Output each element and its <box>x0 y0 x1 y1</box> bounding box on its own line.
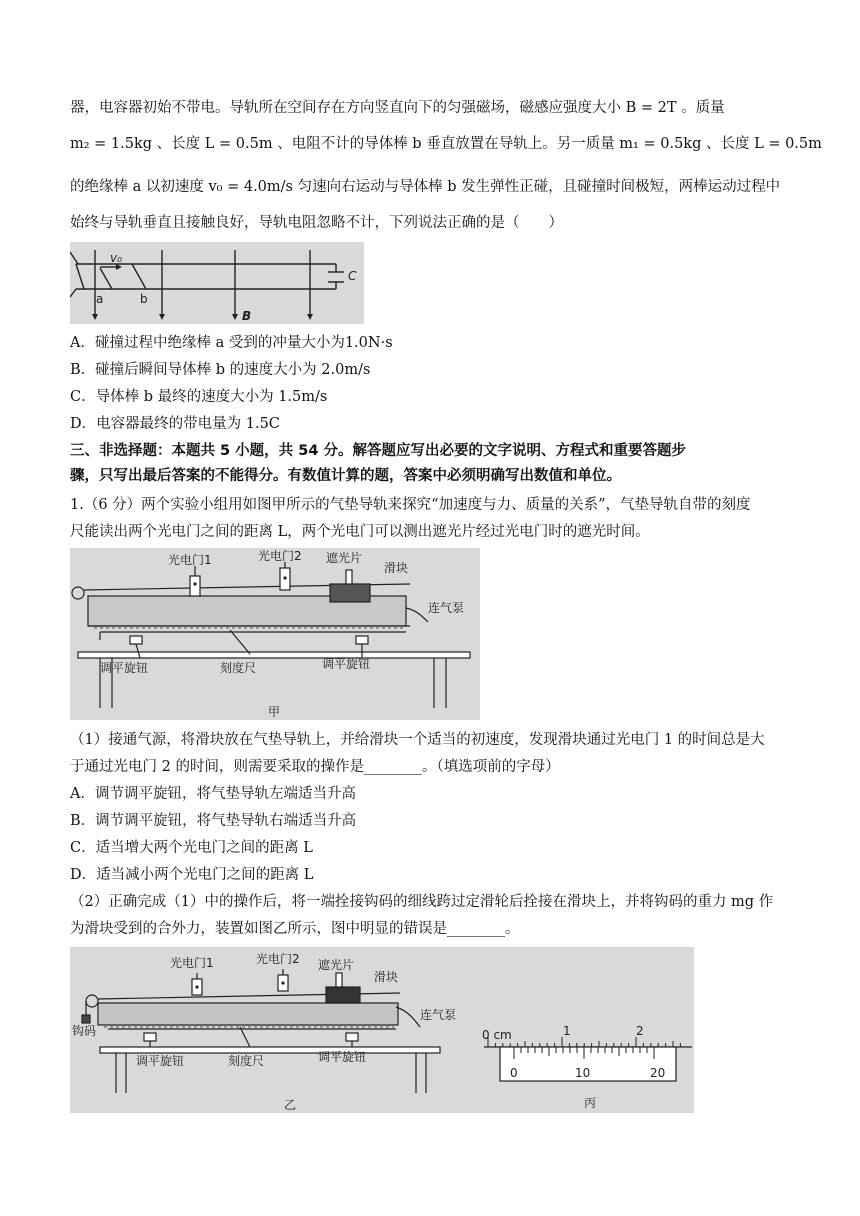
question-text-line: 器，电容器初始不带电。导轨所在空间存在方向竖直向下的匀强磁场，磁感应强度大小 B = 2T 。质量 <box>70 100 725 116</box>
scale-label: 刻度尺 <box>220 661 257 675</box>
knob-left-label: 调平旋钮 <box>136 1054 185 1068</box>
knob-left-label: 调平旋钮 <box>100 661 149 675</box>
option-b: B．碰撞后瞬间导体棒 b 的速度大小为 2.0m/s <box>70 362 371 378</box>
shade-label: 遮光片 <box>318 958 355 972</box>
section-heading: 骤，只写出最后答案的不能得分。有数值计算的题，答案中必须明确写出数值和单位。 <box>70 468 621 484</box>
vernier-caliper <box>482 1024 692 1110</box>
question-text-line: 始终与导轨垂直且接触良好，导轨电阻忽略不计，下列说法正确的是（ ） <box>70 215 563 231</box>
caption-bing: 丙 <box>584 1096 597 1110</box>
q1-text-line: 1.（6 分）两个实验小组用如图甲所示的气垫导轨来探究“加速度与力、质量的关系”，气垫导轨自带的刻度 <box>70 497 751 513</box>
caption-jia: 甲 <box>268 705 281 719</box>
gate1-label: 光电门1 <box>168 553 212 567</box>
main-scale-1: 1 <box>563 1024 571 1038</box>
gate2-label: 光电门2 <box>256 952 300 966</box>
q1-option-b: B．调节调平旋钮，将气垫导轨右端适当升高 <box>70 813 357 829</box>
capacitor-c-label: C <box>348 269 357 283</box>
main-scale-unit: 0 cm <box>482 1028 512 1042</box>
q1-part1-line: （1）接通气源，将滑块放在气垫导轨上，并给滑块一个适当的初速度，发现滑块通过光电门 1 的时间总是大 <box>70 732 765 748</box>
air-track-diagram-yi-bing <box>70 947 694 1113</box>
scale-label: 刻度尺 <box>228 1054 265 1068</box>
rail-capacitor-diagram <box>70 242 364 324</box>
q1-option-a: A．调节调平旋钮，将气垫导轨左端适当升高 <box>70 786 356 802</box>
air-track-figure-jia <box>70 548 480 720</box>
q1-option-d: D．适当减小两个光电门之间的距离 L <box>70 867 314 883</box>
q1-option-c: C．适当增大两个光电门之间的距离 L <box>70 840 313 856</box>
weight-label: 钩码 <box>72 1024 97 1038</box>
slider-label: 滑块 <box>384 561 409 575</box>
knob-right-label: 调平旋钮 <box>322 657 371 671</box>
section-heading: 三、非选择题：本题共 5 小题，共 54 分。解答题应写出必要的文字说明、方程式和重要答题步 <box>70 443 686 459</box>
pump-label: 连气泵 <box>428 601 465 615</box>
gate2-label: 光电门2 <box>258 549 302 563</box>
gate1-label: 光电门1 <box>170 956 214 970</box>
rail-capacitor-figure <box>70 242 364 324</box>
v0-label: v₀ <box>110 251 122 265</box>
q1-part2-line: （2）正确完成（1）中的操作后，将一端拴接钩码的细线跨过定滑轮后拴接在滑块上，并将钩码的重力 mg 作 <box>70 894 774 910</box>
rod-b-label: b <box>140 292 148 306</box>
slider-label: 滑块 <box>374 970 399 984</box>
question-text-line: 的绝缘棒 a 以初速度 v₀ = 4.0m/s 匀速向右运动与导体棒 b 发生弹性正碰，且碰撞时间极短，两棒运动过程中 <box>70 179 781 195</box>
knob-right-label: 调平旋钮 <box>318 1050 367 1064</box>
option-c: C．导体棒 b 最终的速度大小为 1.5m/s <box>70 389 328 405</box>
vernier-0: 0 <box>510 1066 518 1080</box>
vernier-10: 10 <box>575 1066 591 1080</box>
q1-part2-line: 为滑块受到的合外力，装置如图乙所示，图中明显的错误是________。 <box>70 921 520 937</box>
vernier-20: 20 <box>650 1066 666 1080</box>
air-track-diagram-jia <box>70 548 480 720</box>
rod-a-label: a <box>96 292 104 306</box>
q1-text-line: 尺能读出两个光电门之间的距离 L，两个光电门可以测出遮光片经过光电门时的遮光时间。 <box>70 524 650 540</box>
main-scale-2: 2 <box>636 1024 644 1038</box>
air-track-figure-yi-bing <box>70 947 694 1113</box>
option-a: A．碰撞过程中绝缘棒 a 受到的冲量大小为1.0N·s <box>70 335 393 351</box>
option-d: D．电容器最终的带电量为 1.5C <box>70 416 280 432</box>
q1-part1-line: 于通过光电门 2 的时间，则需要采取的操作是________。（填选项前的字母） <box>70 759 560 775</box>
shade-label: 遮光片 <box>326 551 363 565</box>
caption-yi: 乙 <box>284 1098 297 1112</box>
field-b-label: B <box>242 309 252 323</box>
pump-label: 连气泵 <box>420 1008 457 1022</box>
question-text-line: m₂ = 1.5kg 、长度 L = 0.5m 、电阻不计的导体棒 b 垂直放置在导轨上。另一质量 m₁ = 0.5kg 、长度 L = 0.5m <box>70 136 822 152</box>
